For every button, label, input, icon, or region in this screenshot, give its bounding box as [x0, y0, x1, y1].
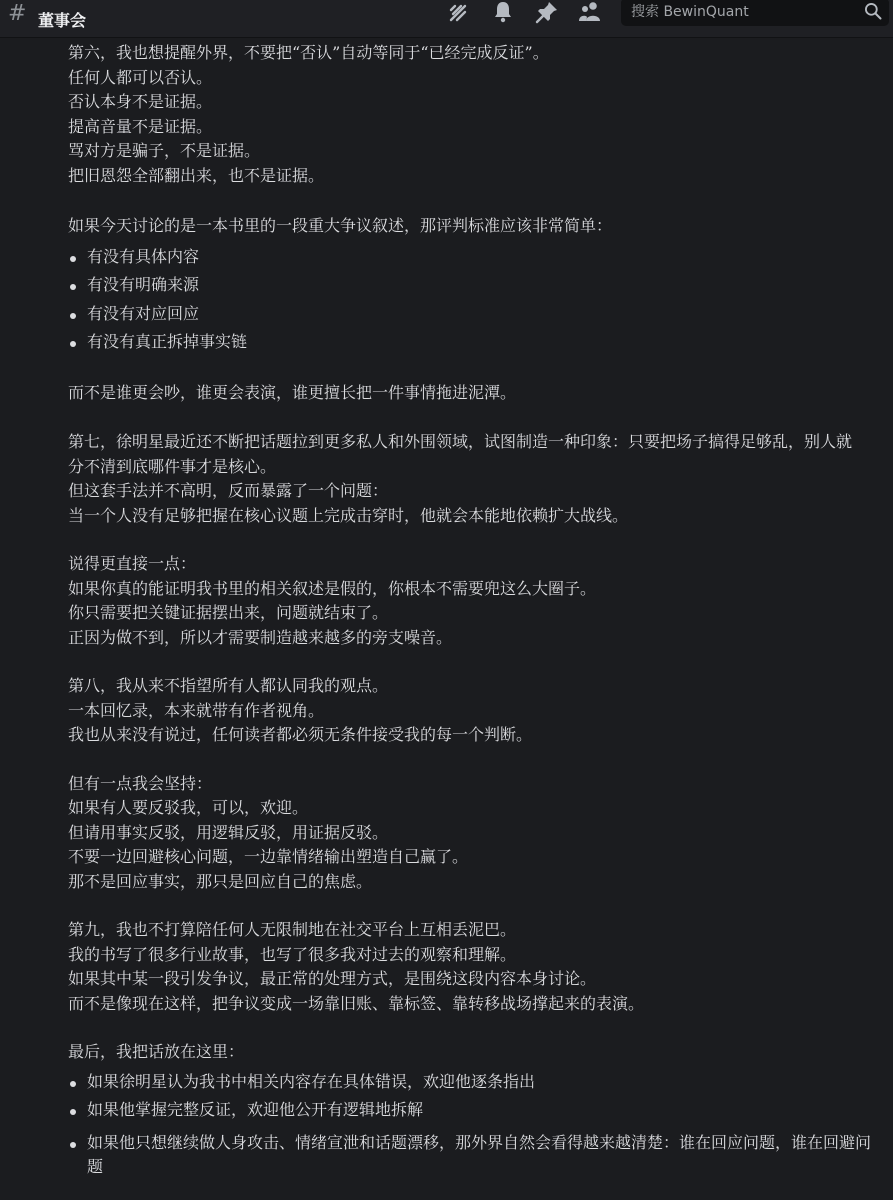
search-input[interactable] [629, 0, 863, 24]
list-item: 如果他只想继续做人身攻击、情绪宣泄和话题漂移，那外界自然会看得越来越清楚：谁在回应问题，谁在回避问题 [68, 1131, 877, 1180]
text-line: 如果你真的能证明我书里的相关叙述是假的，你根本不需要兜这么大圈子。 [68, 578, 597, 598]
text-line: 一本回忆录，本来就带有作者视角。 [68, 700, 325, 720]
text-line: 但有一点我会坚持： [68, 773, 213, 793]
final-list [68, 1070, 872, 1180]
text-line: 否认本身不是证据。 [68, 92, 213, 111]
list-item: 有没有真正拆掉事实链 [68, 330, 868, 355]
text-line: 第九，我也不打算陪任何人无限制地在社交平台上互相丢泥巴。 [68, 920, 517, 939]
threads-icon[interactable] [446, 0, 474, 24]
channel-header [0, 0, 893, 38]
channel-title: 董事会 [38, 11, 87, 30]
text-line: 如果其中某一段引发争议，最正常的处理方式，是围绕这段内容本身讨论。 [68, 969, 597, 988]
paragraph-point-8 [68, 674, 868, 748]
list-item: 有没有具体内容 [68, 245, 868, 270]
message-content [68, 41, 872, 1180]
search-icon[interactable] [863, 1, 883, 21]
text-line: 而不是像现在这样，把争议变成一场靠旧账、靠标签、靠转移战场撑起来的表演。 [68, 993, 645, 1013]
criteria-list [68, 245, 868, 355]
members-icon[interactable] [578, 0, 606, 24]
text-line: 说得更直接一点： [68, 554, 197, 573]
final-intro: 最后，我把话放在这里： [68, 1042, 245, 1061]
pin-icon[interactable] [535, 0, 563, 24]
list-item: 如果他掌握完整反证，欢迎他公开有逻辑地拆解 [68, 1098, 868, 1123]
bell-icon[interactable] [491, 0, 519, 24]
text-line: 提高音量不是证据。 [68, 116, 213, 136]
paragraph-point-6 [68, 41, 868, 188]
paragraph-point-7b [68, 552, 868, 650]
text-line: 第六，我也想提醒外界，不要把“否认”自动等同于“已经完成反证”。 [68, 43, 549, 62]
text-line: 我的书写了很多行业故事，也写了很多我对过去的观察和理解。 [68, 944, 517, 964]
list-item: 有没有对应回应 [68, 302, 868, 327]
list-item: 如果徐明星认为我书中相关内容存在具体错误，欢迎他逐条指出 [68, 1070, 868, 1095]
text-line: 不要一边回避核心问题，一边靠情绪输出塑造自己赢了。 [68, 847, 469, 866]
criteria-conclusion: 而不是谁更会吵，谁更会表演，谁更擅长把一件事情拖进泥潭。 [68, 382, 517, 402]
list-item: 有没有明确来源 [68, 273, 868, 298]
paragraph-point-8b [68, 772, 868, 895]
text-line: 第七，徐明星最近还不断把话题拉到更多私人和外围领域，试图制造一种印象：只要把场子搞得足够乱，别人就分不清到底哪件事才是核心。 [68, 432, 853, 476]
text-line: 如果有人要反驳我，可以，欢迎。 [68, 798, 309, 817]
text-line: 但这套手法并不高明，反而暴露了一个问题： [68, 481, 389, 500]
text-line: 你只需要把关键证据摆出来，问题就结束了。 [68, 603, 389, 622]
text-line: 当一个人没有足够把握在核心议题上完成击穿时，他就会本能地依赖扩大战线。 [68, 505, 629, 525]
search-box[interactable] [621, 0, 889, 26]
criteria-intro: 如果今天讨论的是一本书里的一段重大争议叙述，那评判标准应该非常简单： [68, 216, 613, 235]
text-line: 那不是回应事实，那只是回应自己的焦虑。 [68, 871, 373, 891]
text-line: 把旧恩怨全部翻出来，也不是证据。 [68, 165, 325, 185]
text-line: 任何人都可以否认。 [68, 67, 213, 87]
text-line: 骂对方是骗子，不是证据。 [68, 141, 261, 160]
text-line: 正因为做不到，所以才需要制造越来越多的旁支噪音。 [68, 627, 453, 647]
paragraph-point-7 [68, 430, 868, 528]
text-line: 第八，我从来不指望所有人都认同我的观点。 [68, 676, 389, 695]
hashtag-icon: # [8, 1, 27, 26]
text-line: 我也从来没有说过，任何读者都必须无条件接受我的每一个判断。 [68, 725, 533, 744]
text-line: 但请用事实反驳，用逻辑反驳，用证据反驳。 [68, 822, 389, 842]
paragraph-point-9 [68, 918, 868, 1016]
